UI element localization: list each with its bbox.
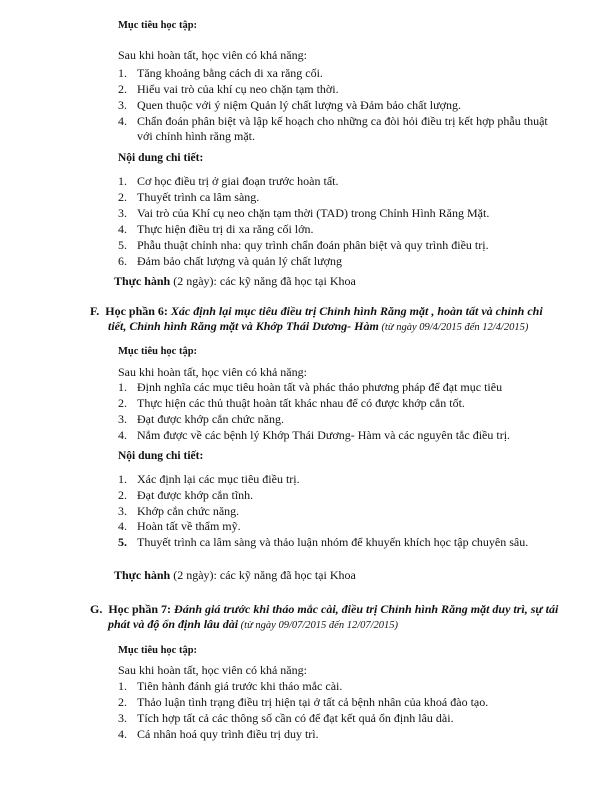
list-text: Cá nhân hoá quy trình điều trị duy trì. — [137, 727, 319, 741]
list-text: Chẩn đoán phân biệt và lập kế hoạch cho những ca đòi hỏi điều trị kết hợp phẫu thuật — [137, 114, 548, 128]
content-heading: Nội dung chi tiết: — [118, 450, 204, 462]
section-letter: F. — [90, 304, 100, 318]
list-item — [118, 222, 313, 237]
objectives-intro: Sau khi hoàn tất, học viên có khả năng: — [118, 663, 307, 677]
list-item — [118, 82, 339, 97]
list-number: 6. — [118, 254, 127, 268]
list-number: 1. — [118, 679, 127, 693]
list-item — [118, 380, 502, 395]
list-item — [118, 206, 489, 221]
section-title-cont: tiết, Chỉnh hình Răng mặt và Khớp Thái Dương- Hàm — [108, 319, 379, 333]
list-item-continuation: với chỉnh hình răng mặt. — [137, 129, 255, 143]
list-number: 3. — [118, 98, 127, 112]
section-heading — [90, 602, 558, 617]
list-number: 1. — [118, 66, 127, 80]
list-number: 5. — [118, 238, 127, 252]
objectives-intro: Sau khi hoàn tất, học viên có khả năng: — [118, 48, 307, 62]
list-number: 2. — [118, 190, 127, 204]
list-item — [118, 727, 319, 742]
list-text: Đạt được khớp cắn chức năng. — [137, 412, 284, 426]
list-number: 2. — [118, 695, 127, 709]
list-item — [118, 412, 284, 427]
list-text: Thuyết trình ca lâm sàng. — [137, 190, 260, 204]
section-heading-line2 — [108, 319, 528, 334]
list-number: 2. — [118, 488, 127, 502]
list-item — [118, 190, 259, 205]
list-number: 2. — [118, 82, 127, 96]
list-text: Tiên hành đánh giá trước khi tháo mắc cài. — [137, 679, 343, 693]
list-item — [118, 254, 342, 269]
section-title: Xác định lại mục tiêu điều trị Chỉnh hình Răng mặt , hoàn tất và chỉnh chi — [167, 304, 543, 318]
list-text: Thực hiện điều trị di xa răng cối lớn. — [137, 222, 314, 236]
list-number: 4. — [118, 519, 127, 533]
list-text: Tích hợp tất cả các thông số cần có để đạt kết quả ổn định lâu dài. — [137, 711, 454, 725]
practice-label: Thực hành — [114, 274, 171, 288]
list-text: Tăng khoảng bằng cách di xa răng cối. — [137, 66, 323, 80]
list-text: Định nghĩa các mục tiêu hoàn tất và phác thảo phương pháp để đạt mục tiêu — [137, 380, 503, 394]
list-number: 4. — [118, 114, 127, 128]
objectives-intro: Sau khi hoàn tất, học viên có khả năng: — [118, 365, 307, 379]
list-number: 3. — [118, 711, 127, 725]
list-number: 1. — [118, 380, 127, 394]
list-number: 5. — [118, 535, 127, 549]
content-heading: Nội dung chi tiết: — [118, 152, 204, 164]
list-number: 3. — [118, 412, 127, 426]
list-text: Hiểu vai trò của khí cụ neo chặn tạm thời. — [137, 82, 339, 96]
list-item — [118, 98, 461, 113]
list-text: Cơ học điều trị ở giai đoạn trước hoàn tất. — [137, 174, 339, 188]
list-text: Đạt được khớp cắn tĩnh. — [137, 488, 254, 502]
list-item — [118, 519, 241, 534]
list-item — [118, 535, 528, 550]
list-text: Quen thuộc với ý niệm Quản lý chất lượng và Đảm bảo chất lượng. — [137, 98, 461, 112]
list-text: Xác định lại các mục tiêu điều trị. — [137, 472, 300, 486]
practice-line — [114, 274, 356, 289]
section-title: Đánh giá trước khi tháo mắc cài, điều trị Chỉnh hình Răng mặt duy trì, sự tái — [171, 602, 559, 616]
list-item — [118, 488, 253, 503]
practice-line — [114, 568, 356, 583]
list-item — [118, 472, 300, 487]
list-number: 3. — [118, 504, 127, 518]
list-item — [118, 679, 342, 694]
section-dates: (từ ngày 09/4/2015 đến 12/4/2015) — [378, 322, 529, 333]
objectives-heading: Mục tiêu học tập: — [118, 346, 198, 357]
list-number: 1. — [118, 472, 127, 486]
list-text: Khớp cắn chức năng. — [137, 504, 240, 518]
practice-text: (2 ngày): các kỹ năng đã học tại Khoa — [170, 568, 356, 582]
section-title-cont: phát và độ ổn định lâu dài — [108, 617, 239, 631]
section-label: Học phần 7: — [108, 602, 172, 616]
list-item — [118, 114, 548, 129]
list-item — [118, 396, 465, 411]
list-number: 4. — [118, 428, 127, 442]
list-text: Vai trò của Khí cụ neo chặn tạm thời (TAD) trong Chỉnh Hình Răng Mặt. — [137, 206, 490, 220]
list-number: 2. — [118, 396, 127, 410]
practice-label: Thực hành — [114, 568, 171, 582]
list-item — [118, 695, 488, 710]
list-text: Hoàn tất về thẩm mỹ. — [137, 519, 241, 533]
list-number: 4. — [118, 222, 127, 236]
list-text: Thực hiện các thủ thuật hoàn tất khác nhau để có được khớp cắn tốt. — [137, 396, 465, 410]
objectives-heading: Mục tiêu học tập: — [118, 645, 198, 656]
list-item — [118, 238, 489, 253]
list-number: 1. — [118, 174, 127, 188]
list-text: Đảm bảo chất lượng và quản lý chất lượng — [137, 254, 342, 268]
list-item — [118, 174, 339, 189]
objectives-heading: Mục tiêu học tập: — [118, 20, 198, 31]
list-text: Nắm được về các bệnh lý Khớp Thái Dương- Hàm và các nguyên tắc điều trị. — [137, 428, 511, 442]
list-text: Thuyết trình ca lâm sàng và thảo luận nhóm để khuyến khích học tập chuyên sâu. — [137, 535, 529, 549]
section-heading — [90, 304, 543, 319]
section-heading-line2 — [108, 617, 398, 632]
section-letter: G. — [90, 602, 103, 616]
list-text: Thảo luận tình trạng điều trị hiện tại ở tất cả bệnh nhân của khoá đào tạo. — [137, 695, 489, 709]
list-number: 4. — [118, 727, 127, 741]
list-text: Phẫu thuật chỉnh nha: quy trình chẩn đoán phân biệt và quy trình điều trị. — [137, 238, 489, 252]
list-number: 3. — [118, 206, 127, 220]
list-item — [118, 504, 239, 519]
section-dates: (từ ngày 09/07/2015 đến 12/07/2015) — [238, 620, 399, 631]
list-item — [118, 428, 510, 443]
list-item — [118, 66, 323, 81]
list-item — [118, 711, 454, 726]
practice-text: (2 ngày): các kỹ năng đã học tại Khoa — [170, 274, 356, 288]
section-label: Học phần 6: — [105, 304, 168, 318]
